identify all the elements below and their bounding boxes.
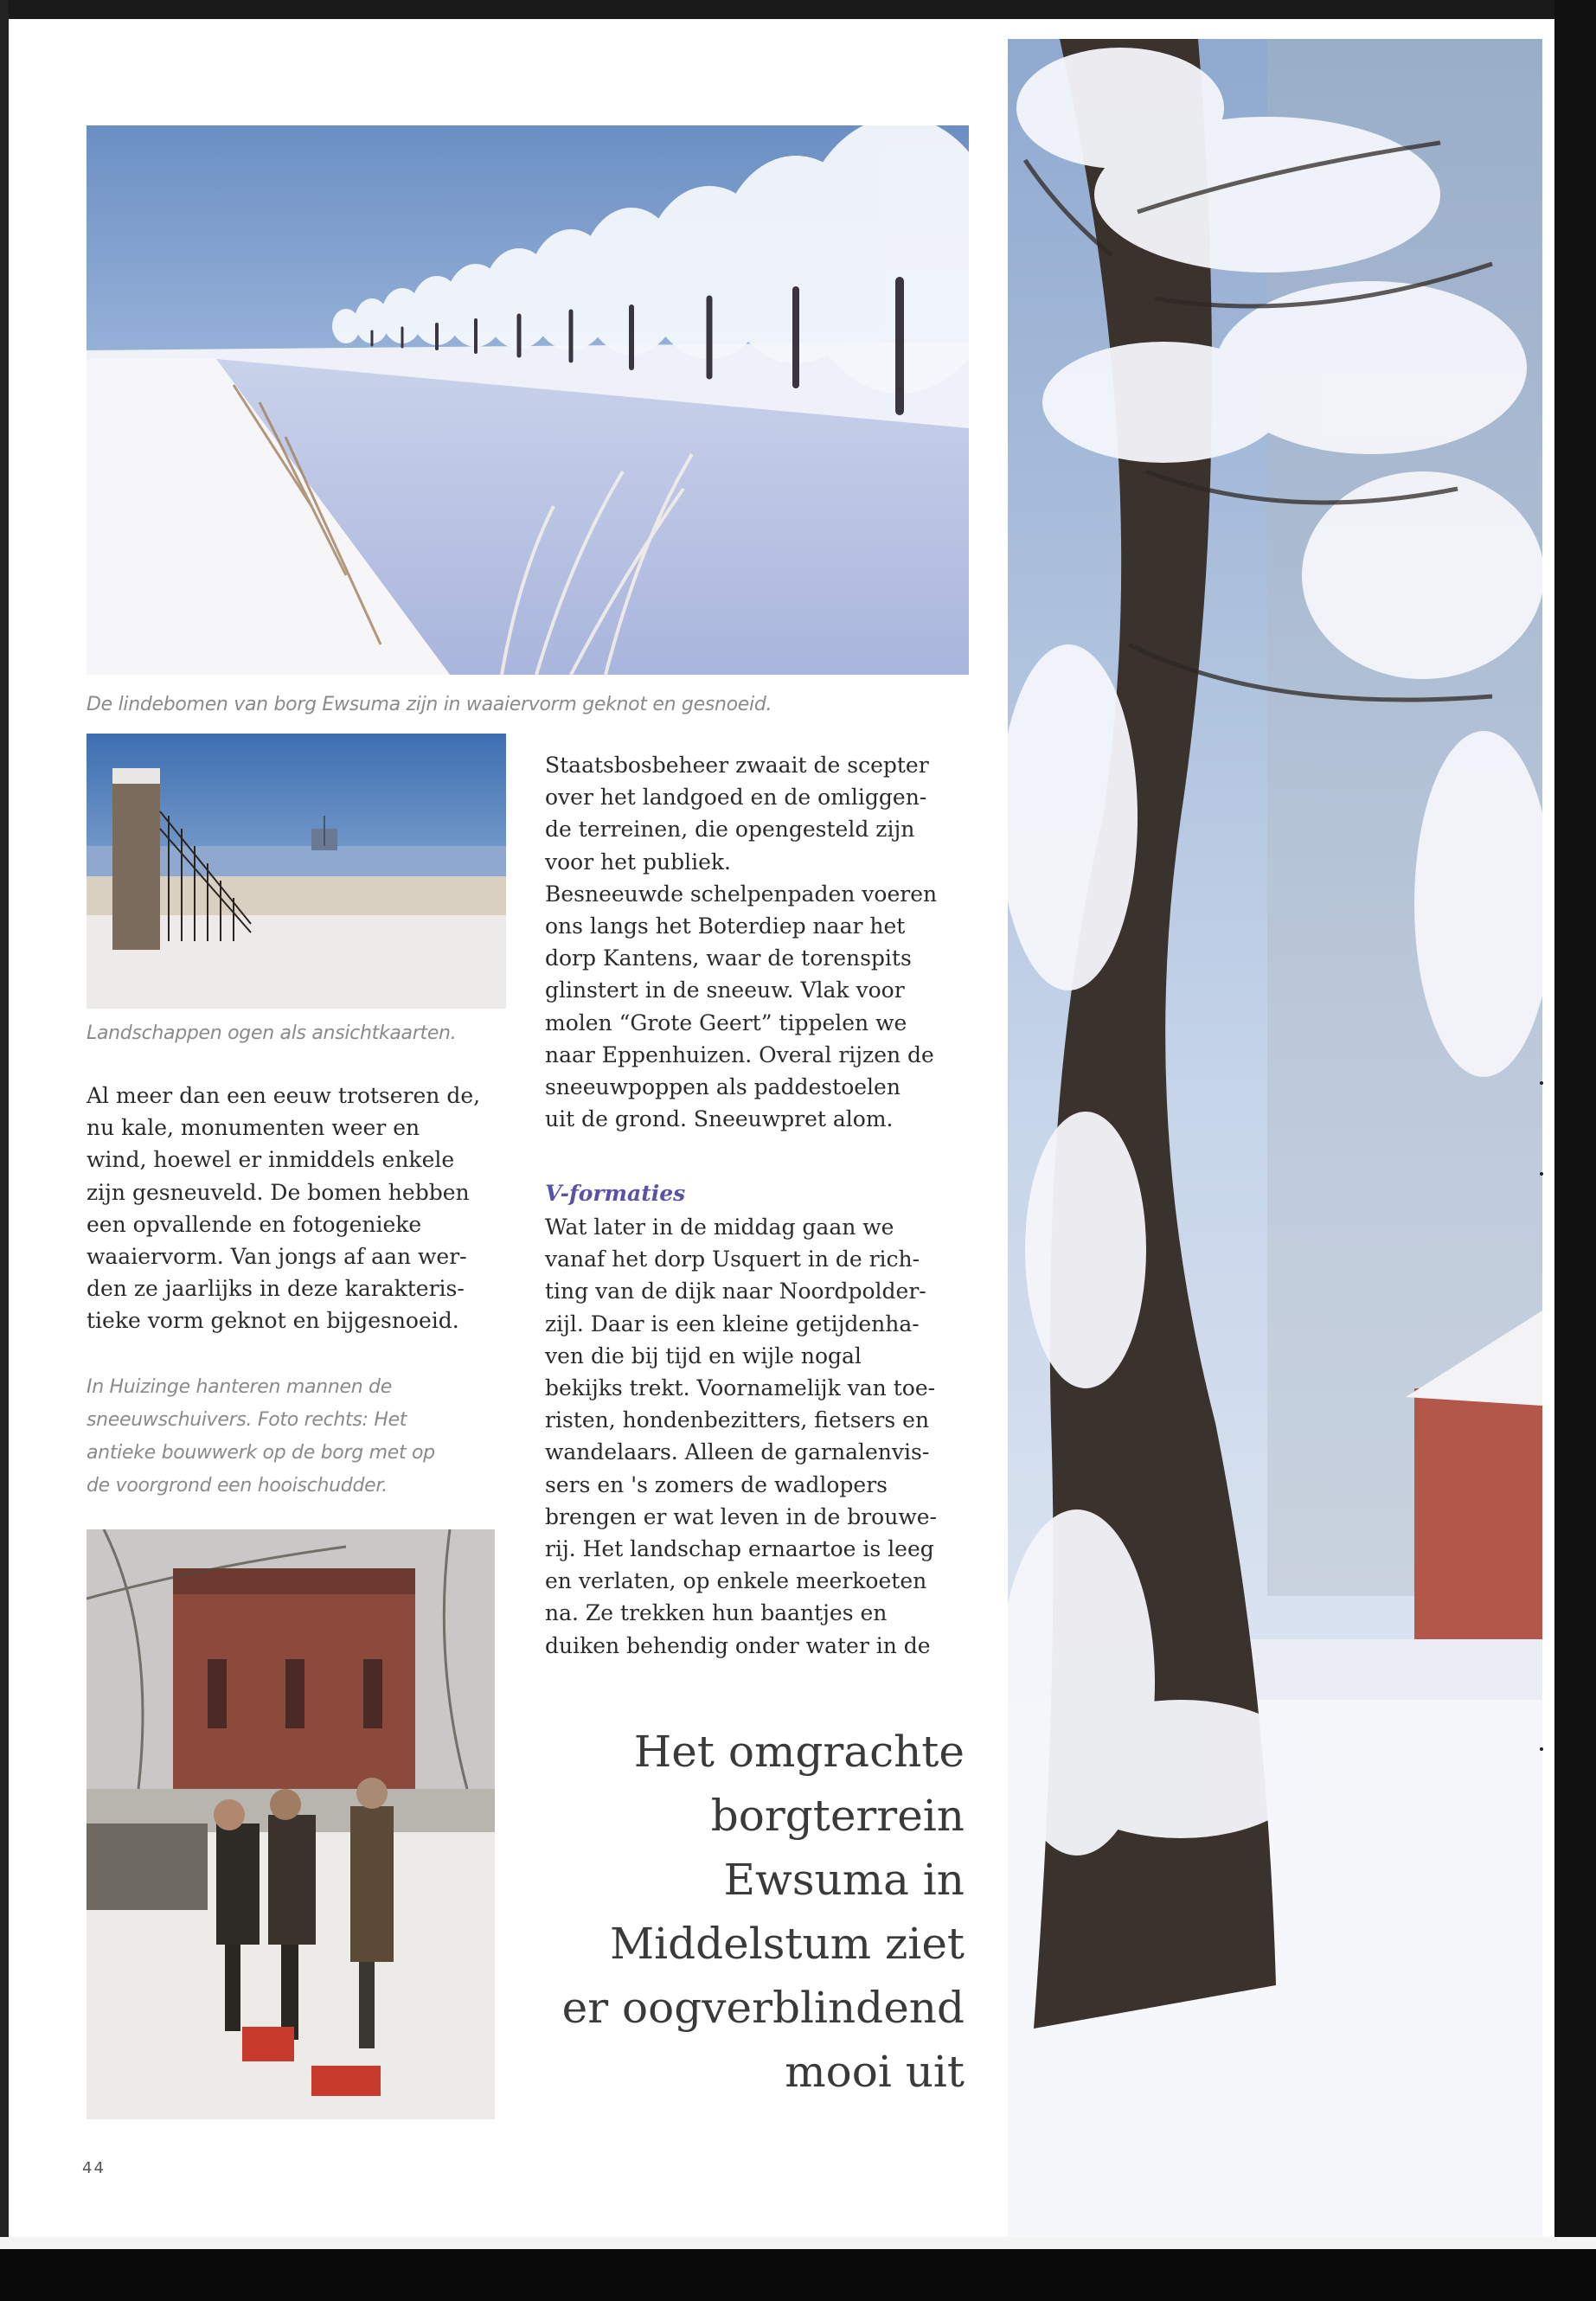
- scan-edge-bottom: [0, 2249, 1596, 2301]
- text-line: nu kale, monumenten weer en: [87, 1115, 420, 1141]
- pull-quote-line: er oogverblindend: [561, 1983, 965, 2033]
- photo-lime-tree-avenue: [87, 125, 969, 675]
- left-column-text: [87, 1080, 480, 1337]
- caption-line: In Huizinge hanteren mannen de: [87, 1376, 392, 1398]
- text-line: waaiervorm. Van jongs af aan wer-: [87, 1244, 467, 1270]
- text-line: over het landgoed en de omliggen-: [545, 785, 927, 811]
- text-line: den ze jaarlijks in deze karakteris-: [87, 1276, 465, 1302]
- text-line: zijn gesneuveld. De bomen hebben: [87, 1179, 470, 1205]
- pull-quote-line: borgterrein: [710, 1791, 965, 1841]
- text-line: sers en 's zomers de wadlopers: [545, 1471, 888, 1497]
- text-line: na. Ze trekken hun baantjes en: [545, 1600, 888, 1626]
- text-line: en verlaten, op enkele meerkoeten: [545, 1568, 927, 1594]
- text-line: rij. Het landschap ernaartoe is leeg: [545, 1536, 934, 1562]
- caption-line: sneeuwschuivers. Foto rechts: Het: [87, 1409, 407, 1431]
- scan-dot: [1540, 1172, 1543, 1176]
- text-line: een opvallende en fotogenieke: [87, 1211, 422, 1237]
- text-line: brengen er wat leven in de brouwe-: [545, 1503, 937, 1529]
- text-line: wind, hoewel er inmiddels enkele: [87, 1147, 455, 1173]
- scan-dot: [1540, 1747, 1543, 1751]
- page-number: 44: [82, 2159, 106, 2177]
- pull-quote-line: Ewsuma in: [723, 1855, 965, 1905]
- caption-landscape: Landschappen ogen als ansichtkaarten.: [87, 1022, 457, 1044]
- subheading-v-formaties: V-formaties: [545, 1181, 686, 1206]
- text-line: tieke vorm geknot en bijgesnoeid.: [87, 1308, 459, 1334]
- scan-edge-left: [0, 0, 9, 2301]
- text-line: molen “Grote Geert” tippelen we: [545, 1009, 907, 1035]
- text-line: Staatsbosbeheer zwaait de scepter: [545, 753, 929, 778]
- text-line: ven die bij tijd en wijle nogal: [545, 1343, 862, 1368]
- text-line: Wat later in de middag gaan we: [545, 1215, 894, 1240]
- text-line: dorp Kantens, waar de torenspits: [545, 945, 912, 971]
- photo-landscape-gate: [87, 734, 506, 1009]
- caption-snow-shovelers: [87, 1371, 435, 1503]
- text-line: zijl. Daar is een kleine getijdenha-: [545, 1311, 920, 1336]
- pull-quote: [532, 1720, 965, 2104]
- middle-column-text-bottom: [545, 1211, 937, 1662]
- text-line: duiken behendig onder water in de: [545, 1632, 931, 1658]
- text-line: ons langs het Boterdiep naar het: [545, 913, 906, 939]
- text-line: Besneeuwde schelpenpaden voeren: [545, 881, 938, 907]
- scan-edge-bottom-light: [0, 2237, 1596, 2249]
- photo-snowy-tree-borg: [1008, 39, 1542, 2245]
- photo-snow-shovelers: [87, 1529, 495, 2119]
- text-line: naar Eppenhuizen. Overal rijzen de: [545, 1042, 934, 1067]
- pull-quote-line: mooi uit: [785, 2047, 965, 2097]
- text-line: glinstert in de sneeuw. Vlak voor: [545, 977, 905, 1003]
- text-line: uit de grond. Sneeuwpret alom.: [545, 1106, 894, 1132]
- caption-lime-tree-avenue: De lindebomen van borg Ewsuma zijn in waaiervorm geknot en gesnoeid.: [87, 694, 772, 715]
- caption-line: antieke bouwwerk op de borg met op: [87, 1442, 435, 1464]
- pull-quote-line: Het omgrachte: [633, 1727, 965, 1777]
- text-line: voor het publiek.: [545, 849, 732, 875]
- pull-quote-line: Middelstum ziet: [609, 1919, 965, 1969]
- middle-column-text-top: [545, 749, 937, 1135]
- scan-dot: [1540, 1081, 1543, 1085]
- text-line: sneeuwpoppen als paddestoelen: [545, 1074, 901, 1100]
- text-line: risten, hondenbezitters, fietsers en: [545, 1407, 930, 1433]
- caption-line: de voorgrond een hooischudder.: [87, 1475, 388, 1497]
- text-line: ting van de dijk naar Noordpolder-: [545, 1279, 926, 1304]
- scan-edge-top: [0, 0, 1596, 19]
- scan-edge-right: [1554, 0, 1596, 2301]
- text-line: bekijks trekt. Voornamelijk van toe-: [545, 1375, 936, 1401]
- text-line: wandelaars. Alleen de garnalenvis-: [545, 1439, 930, 1465]
- text-line: Al meer dan een eeuw trotseren de,: [87, 1083, 481, 1108]
- text-line: de terreinen, die opengesteld zijn: [545, 817, 915, 843]
- text-line: vanaf het dorp Usquert in de rich-: [545, 1247, 920, 1272]
